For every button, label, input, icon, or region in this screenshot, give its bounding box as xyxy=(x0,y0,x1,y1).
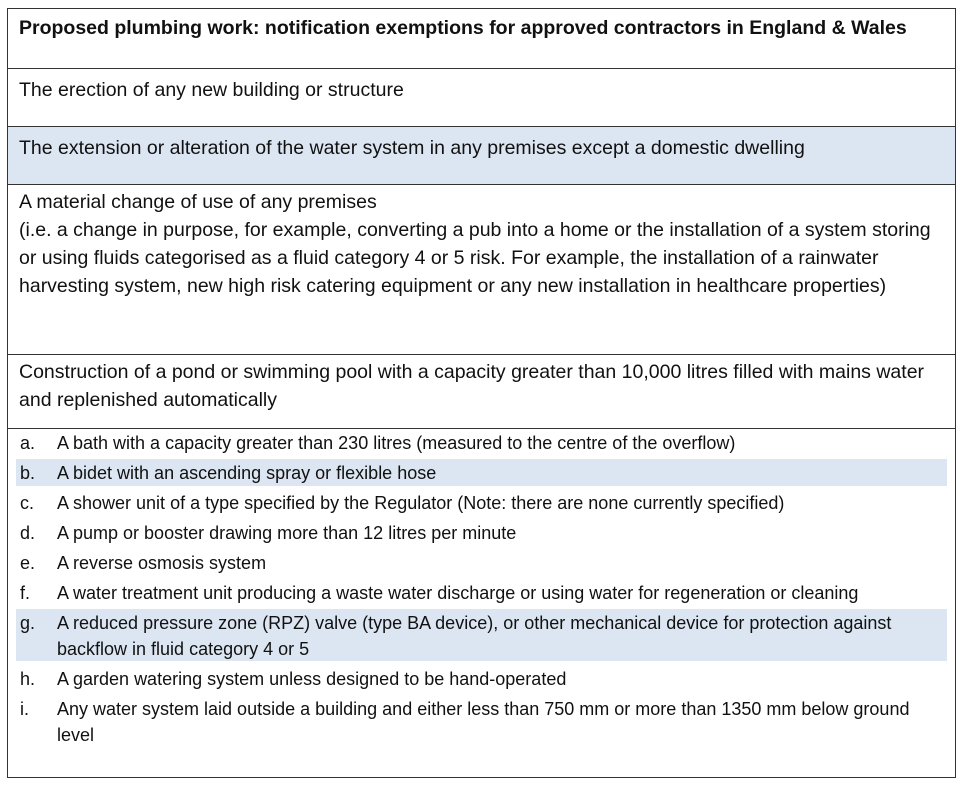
list-item-text: A reverse osmosis system xyxy=(57,553,267,573)
list-marker: a. xyxy=(20,433,36,453)
list-item xyxy=(16,579,947,609)
list-marker: d. xyxy=(20,523,36,543)
list-item xyxy=(16,489,947,519)
list-item xyxy=(16,459,947,486)
list-item-text: A garden watering system unless designed to be hand-operated xyxy=(57,669,567,689)
row-text: The extension or alteration of the water system in any premises except a domestic dwelling xyxy=(19,137,805,159)
list-marker: c. xyxy=(20,493,35,513)
list-marker: e. xyxy=(20,553,36,573)
list-item-text: A bath with a capacity greater than 230 litres (measured to the centre of the overflow) xyxy=(57,433,736,453)
exemptions-table xyxy=(7,8,956,778)
row-text: A material change of use of any premises (i.e. a change in purpose, for example, converting a pub into a home or the installation of a system storing or using fluids categorised as a fluid category 4 or 5 risk. For example, the installation of a rainwater harvesting system, new high risk catering equipment or any new installation in healthcare properties) xyxy=(19,191,931,297)
list-item xyxy=(16,429,947,459)
list-item xyxy=(16,519,947,549)
table-row-material-change xyxy=(8,185,955,355)
table-title-row xyxy=(8,9,955,69)
list-item-text: A water treatment unit producing a waste water discharge or using water for regeneration or cleaning xyxy=(57,583,859,603)
list-item-text: A reduced pressure zone (RPZ) valve (type BA device), or other mechanical device for protection against backflow in fluid category 4 or 5 xyxy=(57,613,892,659)
list-marker: f. xyxy=(20,583,31,603)
list-item-text: A bidet with an ascending spray or flexible hose xyxy=(57,463,437,483)
list-item-text: Any water system laid outside a building and either less than 750 mm or more than 1350 mm below ground level xyxy=(57,699,910,745)
list-marker: h. xyxy=(20,669,36,689)
table-row-pond-pool xyxy=(8,355,955,429)
table-row-new-building xyxy=(8,69,955,127)
list-item-text: A pump or booster drawing more than 12 litres per minute xyxy=(57,523,517,543)
list-item xyxy=(16,695,947,751)
list-marker: i. xyxy=(20,699,29,719)
table-title: Proposed plumbing work: notification exemptions for approved contractors in England & Wales xyxy=(19,17,907,39)
list-item-text: A shower unit of a type specified by the Regulator (Note: there are none currently specified) xyxy=(57,493,785,513)
row-text: Construction of a pond or swimming pool with a capacity greater than 10,000 litres filled with mains water and replenished automatically xyxy=(19,361,925,411)
row-text: The erection of any new building or structure xyxy=(19,79,404,101)
fittings-list xyxy=(8,429,955,777)
list-item xyxy=(16,665,947,695)
list-marker: b. xyxy=(20,463,36,483)
list-item xyxy=(16,549,947,579)
list-item xyxy=(16,609,947,661)
list-marker: g. xyxy=(20,613,36,633)
table-row-extension xyxy=(8,127,955,185)
